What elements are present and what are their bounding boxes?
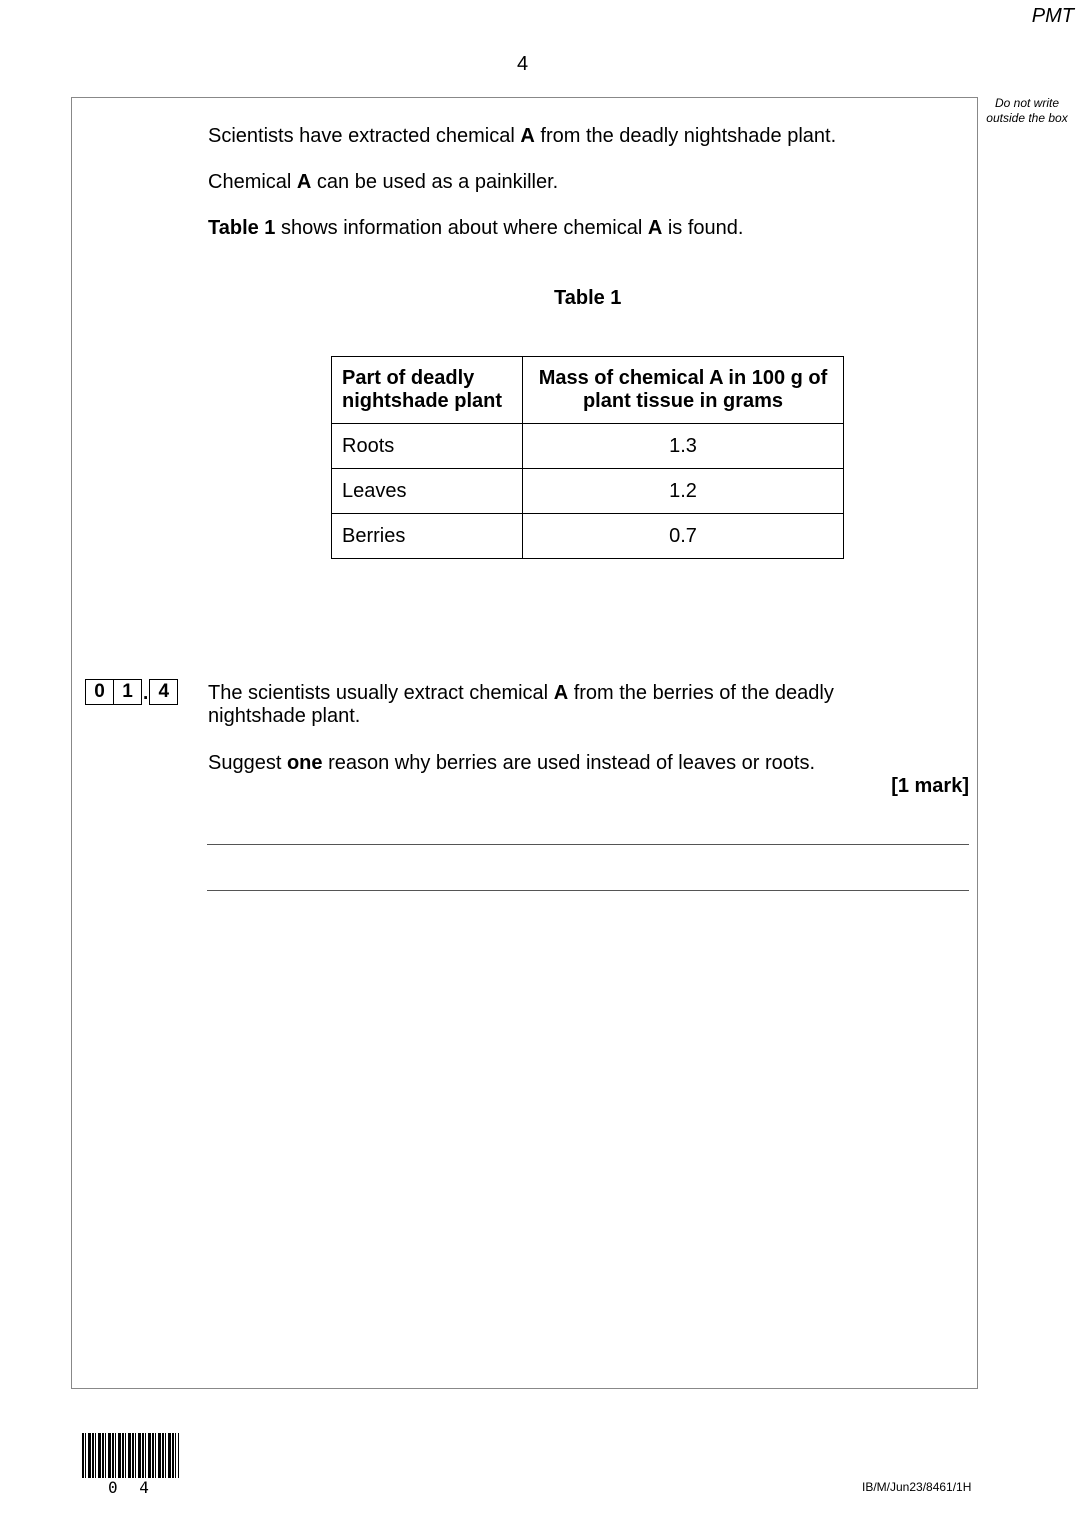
- barcode-number: 0 4: [108, 1478, 155, 1497]
- table-title: Table 1: [554, 287, 622, 309]
- column-header: Part of deadly nightshade plant: [332, 357, 523, 424]
- question-number-digit: 0: [85, 679, 114, 705]
- barcode: [82, 1433, 179, 1478]
- table-cell: 0.7: [523, 514, 844, 559]
- table-row: [332, 424, 844, 469]
- question-text: The scientists usually extract chemical A from the berries of the deadly nightshade plant.: [208, 682, 834, 727]
- marks-label: [1 mark]: [891, 775, 969, 797]
- brand-label: PMT: [1031, 5, 1074, 27]
- intro-paragraph-3: Table 1 shows information about where chemical A is found.: [208, 217, 744, 239]
- table-row: [332, 514, 844, 559]
- table-row: [332, 469, 844, 514]
- question-number-dot: .: [143, 683, 149, 704]
- table-cell: Leaves: [332, 469, 523, 514]
- column-header: Mass of chemical A in 100 g of plant tissue in grams: [523, 357, 844, 424]
- question-number: [85, 679, 178, 705]
- answer-line[interactable]: [207, 890, 969, 891]
- question-number-digit: 4: [149, 679, 178, 705]
- table-cell: Berries: [332, 514, 523, 559]
- question-number-digit: 1: [114, 679, 142, 705]
- answer-line[interactable]: [207, 844, 969, 845]
- intro-paragraph-2: Chemical A can be used as a painkiller.: [208, 171, 559, 193]
- data-table: [331, 356, 844, 559]
- paper-code: IB/M/Jun23/8461/1H: [862, 1480, 972, 1494]
- intro-paragraph-1: Scientists have extracted chemical A from the deadly nightshade plant.: [208, 125, 837, 147]
- margin-note: Do not write outside the box: [986, 96, 1068, 125]
- table-cell: 1.2: [523, 469, 844, 514]
- table-cell: Roots: [332, 424, 523, 469]
- table-cell: 1.3: [523, 424, 844, 469]
- answer-frame: [71, 97, 978, 1389]
- table-header-row: [332, 357, 844, 424]
- question-prompt: Suggest one reason why berries are used instead of leaves or roots.: [208, 752, 815, 774]
- page-number: 4: [517, 53, 529, 75]
